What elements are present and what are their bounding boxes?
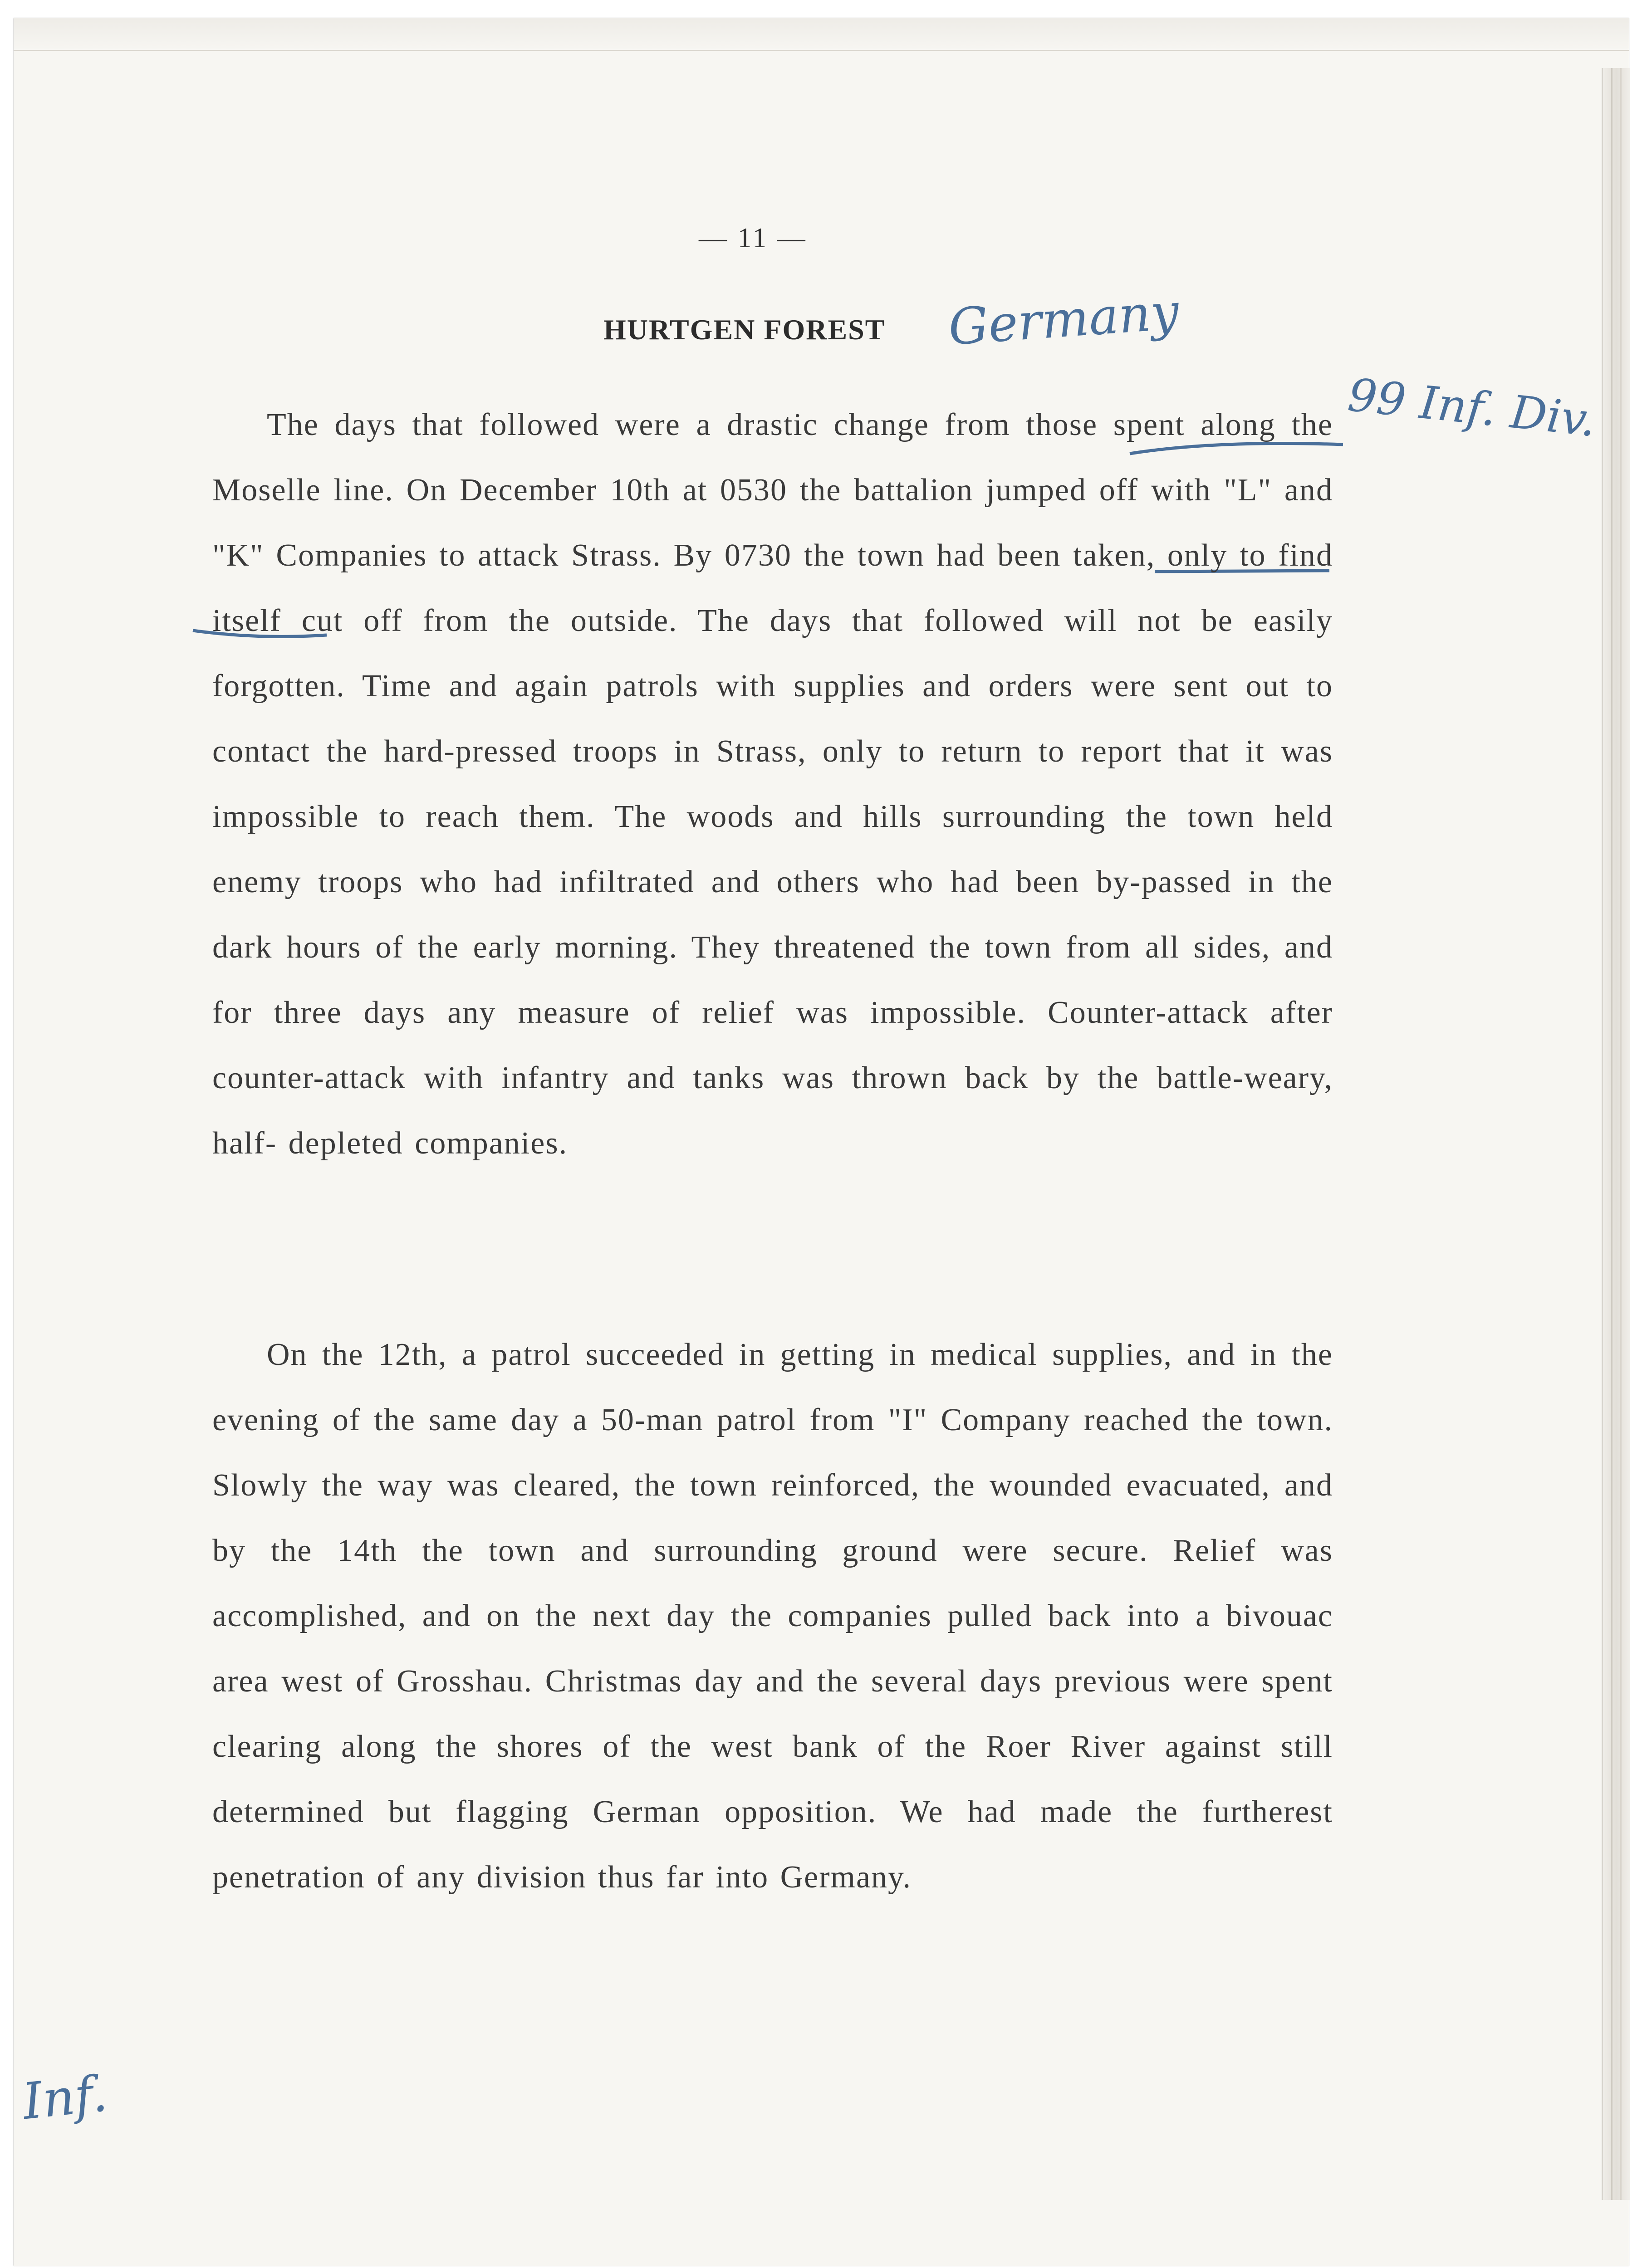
page-number: — 11 — bbox=[699, 223, 807, 254]
page-title: HURTGEN FOREST bbox=[603, 313, 886, 346]
handwritten-note-footer: Inf. bbox=[20, 2064, 110, 2131]
page-top-edge bbox=[14, 18, 1629, 51]
page-edge-line bbox=[1611, 68, 1613, 2200]
paragraph-1 bbox=[212, 392, 1333, 1176]
page-stack-edge bbox=[1602, 68, 1630, 2200]
handwritten-note-germany: Germany bbox=[946, 282, 1181, 357]
paragraph-2 bbox=[212, 1322, 1333, 1910]
paragraph-2-text: On the 12th, a patrol succeeded in getting in medical supplies, and in the evening of the same day a 50-man patrol from "I" Company reached the town. Slowly the way was cleared, the town reinforced, the wounded evacuated, and by the 14th the town and surrounding ground were secure. Relief was accomplished, and on the next day the companies pulled back into a bivouac area west of Grosshau. Christmas day and the several days previous were spent clearing along the shores of the west bank of the Roer River against still determined but flagging German opposition. We had made the furtherest penetration of any division thus far into Germany. bbox=[212, 1337, 1333, 1895]
handwritten-note-division: 99 Inf. Div. bbox=[1345, 368, 1599, 447]
paragraph-1-text: The days that followed were a drastic change from those spent along the Moselle line. On December 10th at 0530 the battalion jumped off with "L" and "K" Companies to attack Strass. By 0730 the town had been taken, only to find itself cut off from the outside. The days that followed will not be easily forgotten. Time and again patrols with supplies and orders were sent out to contact the hard-pressed troops in Strass, only to return to report that it was impossible to reach them. The woods and hills surrounding the town held enemy troops who had infiltrated and others who had been by-passed in the dark hours of the early morning. They threatened the town from all sides, and for three days any measure of relief was impossible. Counter-attack after counter-attack with infantry and tanks was thrown back by the battle-weary, half- depleted companies. bbox=[212, 407, 1333, 1161]
page-edge-line bbox=[1620, 68, 1622, 2200]
